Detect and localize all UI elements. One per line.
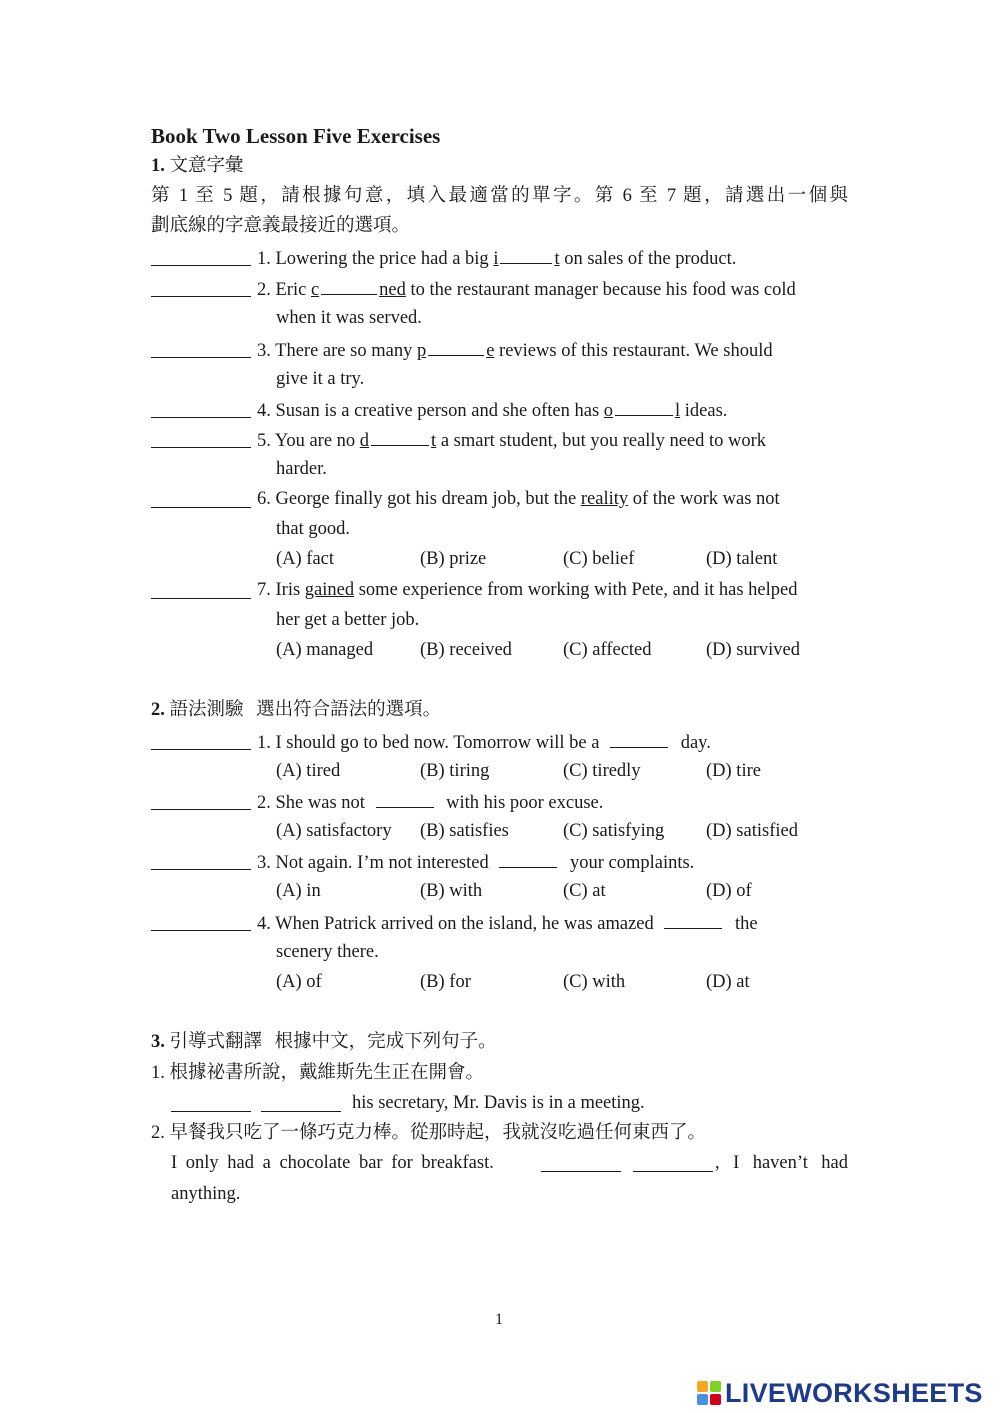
s1-q6-option-a: (A) fact [276, 549, 335, 569]
s2-q2-blank[interactable] [376, 789, 434, 808]
s1-q7-pre: Iris [275, 580, 305, 600]
s2-q1-text [257, 729, 711, 755]
s2-q1-answer-field[interactable] [151, 729, 251, 750]
s2-q1-pre: I should go to bed now. Tomorrow will be a [275, 733, 605, 753]
s2-q3-option-a: (A) in [276, 881, 321, 901]
s2-q3-blank[interactable] [499, 849, 557, 868]
s1-q7-answer-field[interactable] [151, 578, 251, 599]
logo-square-4 [710, 1394, 721, 1405]
s1-q6-option-d: (D) talent [706, 549, 778, 569]
s3-q2-blank-1[interactable] [541, 1151, 621, 1172]
s1-q1-text [257, 245, 736, 271]
s2-q4-option-b: (B) for [420, 972, 471, 992]
s1-q6-text [257, 487, 780, 511]
s1-q7-text [257, 578, 797, 602]
s1-q1-word-blank[interactable] [500, 245, 552, 264]
logo-mark-icon [697, 1381, 721, 1405]
s2-q2-post: with his poor excuse. [441, 793, 604, 813]
s1-q2-post: to the restaurant manager because his food was cold [405, 280, 796, 300]
s1-q2-text [257, 276, 796, 302]
s2-q1-number: 1. [257, 733, 271, 753]
s3-q2-english-pre: I only had a chocolate bar for breakfast. [171, 1153, 494, 1173]
s1-q5-pre: You are no [274, 431, 360, 451]
s1-q3-number: 3. [257, 341, 271, 361]
s1-q1-pre: Lowering the price had a big [275, 249, 494, 269]
s1-q2-hint-end: ned [379, 280, 406, 300]
s3-q2-line2: anything. [171, 1184, 241, 1204]
s1-q4-text [257, 397, 727, 423]
s2-q4-pre: When Patrick arrived on the island, he was amazed [275, 914, 659, 934]
s1-q5-text [257, 427, 766, 453]
section1-number: 1. [151, 156, 165, 176]
s2-q1-option-d: (D) tire [706, 761, 761, 781]
s1-q3-line2: give it a try. [276, 369, 365, 389]
s1-q7-line2: her get a better job. [276, 610, 420, 630]
section3-header [151, 1030, 497, 1054]
s1-q3-post: reviews of this restaurant. We should [494, 341, 773, 361]
s1-q1-hint-start: i [493, 249, 499, 269]
s1-q5-post: a smart student, but you really need to work [436, 431, 767, 451]
s1-q5-line2: harder. [276, 459, 327, 479]
s1-q2-answer-field[interactable] [151, 276, 251, 297]
section1-header [151, 154, 244, 178]
s1-q6-answer-field[interactable] [151, 487, 251, 508]
s2-q4-option-a: (A) of [276, 972, 322, 992]
s3-q1-chinese: 1. 根據祕書所說，戴維斯先生正在開會。 [151, 1063, 485, 1083]
s1-q1-answer-field[interactable] [151, 245, 251, 266]
s2-q3-text [257, 849, 694, 875]
s1-q3-hint-start: p [416, 341, 427, 361]
logo-text: LIVEWORKSHEETS [725, 1377, 983, 1408]
liveworksheets-logo [697, 1377, 983, 1409]
s1-q1-post: on sales of the product. [559, 249, 737, 269]
s2-q1-blank[interactable] [610, 729, 668, 748]
s1-q4-word-blank[interactable] [615, 397, 673, 416]
s1-q2-hint-start: c [310, 280, 320, 300]
s2-q4-number: 4. [257, 914, 271, 934]
s2-q1-option-a: (A) tired [276, 761, 341, 781]
s1-q6-post: of the work was not [628, 489, 780, 509]
s2-q4-line2: scenery there. [276, 942, 379, 962]
s3-q2-chinese: 2. 早餐我只吃了一條巧克力棒。從那時起，我就沒吃過任何東西了。 [151, 1123, 707, 1143]
s2-q2-option-c: (C) satisfying [563, 821, 665, 841]
s2-q3-answer-field[interactable] [151, 849, 251, 870]
s1-q5-hint-end: t [431, 431, 437, 451]
s1-q6-line2: that good. [276, 519, 350, 539]
logo-square-2 [710, 1381, 721, 1392]
s2-q3-option-b: (B) with [420, 881, 483, 901]
s1-q1-number: 1. [257, 249, 271, 269]
s1-q2-line2: when it was served. [276, 308, 422, 328]
s2-q2-number: 2. [257, 793, 271, 813]
s1-q1-hint-end: t [554, 249, 560, 269]
s1-q4-pre: Susan is a creative person and she often has [275, 401, 604, 421]
s1-q3-hint-end: e [486, 341, 495, 361]
s1-q3-word-blank[interactable] [428, 337, 484, 356]
section2-instruction: 選出符合語法的選項。 [256, 700, 442, 720]
s2-q2-answer-field[interactable] [151, 789, 251, 810]
s2-q3-option-d: (D) of [706, 881, 752, 901]
logo-square-3 [697, 1394, 708, 1405]
s2-q4-option-d: (D) at [706, 972, 750, 992]
s1-q3-pre: There are so many [275, 341, 417, 361]
s1-q5-number: 5. [257, 431, 271, 451]
section2-header [151, 698, 441, 722]
s1-q6-underlined-word: reality [580, 489, 629, 509]
section1-instructions-2: 劃底線的字意義最接近的選項。 [151, 216, 411, 236]
s1-q4-number: 4. [257, 401, 271, 421]
s1-q3-text [257, 337, 773, 363]
s2-q4-option-c: (C) with [563, 972, 626, 992]
s1-q7-option-c: (C) affected [563, 640, 652, 660]
s1-q3-answer-field[interactable] [151, 337, 251, 358]
section2-number: 2. [151, 700, 165, 720]
s2-q4-text [257, 910, 758, 936]
s2-q4-blank[interactable] [664, 910, 722, 929]
s2-q1-post: day. [676, 733, 711, 753]
s1-q7-post: some experience from working with Pete, and it has helped [354, 580, 798, 600]
s1-q7-number: 7. [257, 580, 271, 600]
s1-q2-word-blank[interactable] [321, 276, 377, 295]
s2-q4-answer-field[interactable] [151, 910, 251, 931]
section3-heading: 引導式翻譯 [169, 1032, 263, 1052]
s2-q3-pre: Not again. I’m not interested [275, 853, 494, 873]
s1-q5-answer-field[interactable] [151, 427, 251, 448]
s1-q5-hint-start: d [359, 431, 370, 451]
section3-instruction: 根據中文，完成下列句子。 [274, 1032, 497, 1052]
s1-q2-pre: Eric [275, 280, 311, 300]
s3-q2-english-post: , I haven’t had [715, 1153, 848, 1173]
s2-q2-text [257, 789, 603, 815]
s1-q7-option-d: (D) survived [706, 640, 801, 660]
page-title: Book Two Lesson Five Exercises [151, 124, 441, 148]
s1-q6-option-c: (C) belief [563, 549, 635, 569]
s1-q6-option-b: (B) prize [420, 549, 487, 569]
s1-q5-word-blank[interactable] [371, 427, 429, 446]
s1-q7-option-a: (A) managed [276, 640, 374, 660]
s1-q6-pre: George finally got his dream job, but the [275, 489, 581, 509]
s2-q3-post: your complaints. [565, 853, 695, 873]
s1-q2-number: 2. [257, 280, 271, 300]
s2-q4-post: the [730, 914, 758, 934]
s1-q4-answer-field[interactable] [151, 397, 251, 418]
s2-q3-option-c: (C) at [563, 881, 606, 901]
s1-q7-underlined-word: gained [304, 580, 355, 600]
s2-q1-option-c: (C) tiredly [563, 761, 641, 781]
page-number: 1 [495, 1311, 503, 1328]
s3-q2-blank-2[interactable] [633, 1151, 713, 1172]
s1-q4-hint-end: l [675, 401, 681, 421]
s3-q1-blank-2[interactable] [261, 1091, 341, 1112]
s1-q7-option-b: (B) received [420, 640, 512, 660]
section1-instructions-1: 第 1 至 5 題，請根據句意，填入最適當的單字。第 6 至 7 題，請選出一個與 [151, 186, 848, 206]
s2-q2-option-d: (D) satisfied [706, 821, 798, 841]
s1-q6-number: 6. [257, 489, 271, 509]
s2-q2-pre: She was not [275, 793, 370, 813]
s1-q4-hint-start: o [603, 401, 614, 421]
logo-square-1 [697, 1381, 708, 1392]
s2-q2-option-a: (A) satisfactory [276, 821, 392, 841]
s3-q1-blank-1[interactable] [171, 1091, 251, 1112]
s2-q2-option-b: (B) satisfies [420, 821, 509, 841]
s2-q3-number: 3. [257, 853, 271, 873]
s3-q1-english: his secretary, Mr. Davis is in a meeting. [352, 1093, 645, 1113]
s1-q4-post: ideas. [680, 401, 728, 421]
section3-number: 3. [151, 1032, 165, 1052]
section2-heading: 語法測驗 [169, 700, 244, 720]
section1-heading: 文意字彙 [169, 156, 244, 176]
s2-q1-option-b: (B) tiring [420, 761, 490, 781]
